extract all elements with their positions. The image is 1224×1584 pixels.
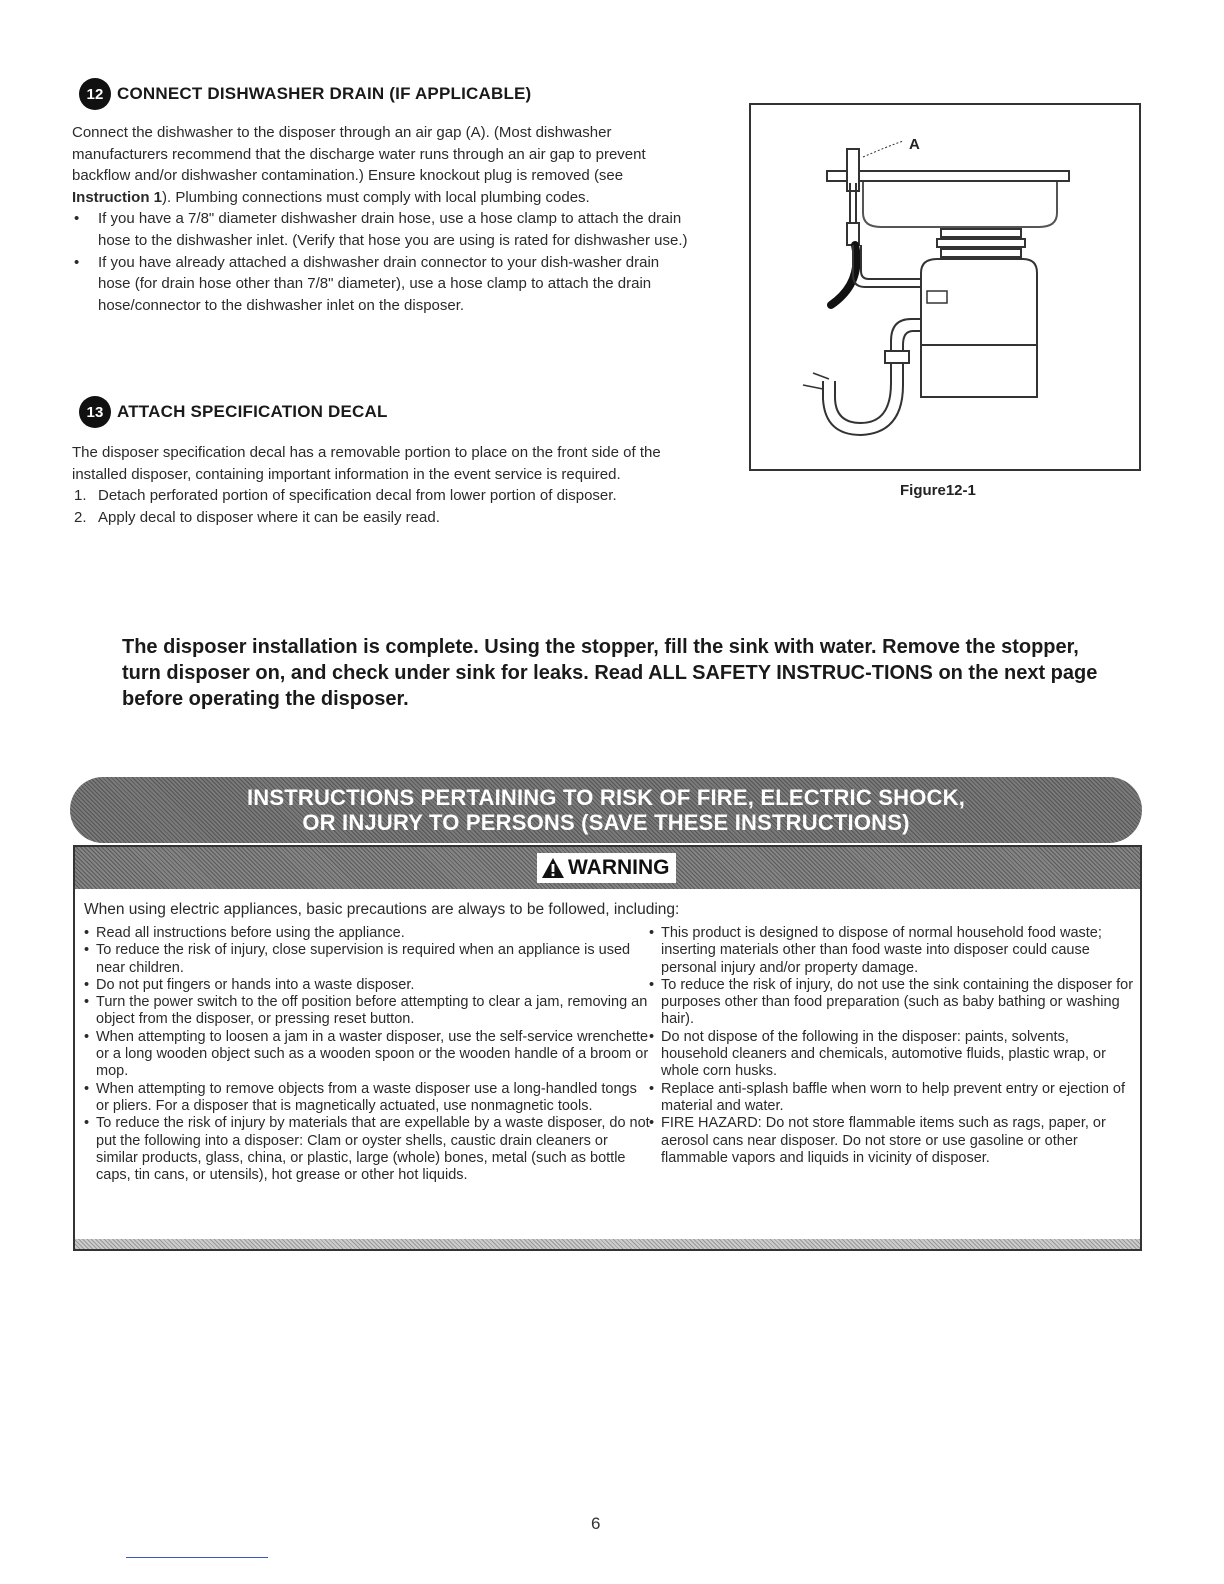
warning-left-column	[82, 925, 652, 1184]
completion-notice: The disposer installation is complete. Using the stopper, fill the sink with water. Remove the stopper, turn disposer on, and check under sink for leaks. Read ALL SAFETY INSTRUC-TIONS on the next page before operating the disposer.	[122, 636, 1098, 710]
step-12-body	[72, 122, 692, 316]
warning-label: WARNING	[537, 853, 676, 883]
step-13-paragraph: The disposer specification decal has a removable portion to place on the front side of the installed disposer, containing important information in the event service is required.	[72, 444, 661, 483]
list-item: • Do not dispose of the following in the disposer: paints, solvents, household cleaners and chemicals, automotive fluids, plastic wrap, or whole corn husks.	[647, 1029, 1135, 1081]
warning-right-column	[647, 925, 1135, 1167]
countertop	[827, 171, 1069, 181]
list-item: • FIRE HAZARD: Do not store flammable items such as rags, paper, or aerosol cans near disposer. Do not store or use gasoline or other flammable vapors and liquids in vicinity of disposer.	[647, 1115, 1135, 1167]
step-number-badge: 13	[79, 396, 111, 428]
disposer-diagram	[751, 105, 1139, 469]
p-trap	[823, 363, 903, 435]
safety-instructions-banner	[70, 777, 1142, 843]
warning-box	[73, 845, 1142, 1251]
figure-12-1-frame	[749, 103, 1141, 471]
footer-rule	[126, 1557, 268, 1558]
list-item: • When attempting to loosen a jam in a waster disposer, use the self-service wrenchette or a long wooden object such as a wooden spoon or the wooden handle of a broom or mop.	[82, 1029, 652, 1081]
page-number: 6	[591, 1514, 601, 1533]
disposer-body	[921, 259, 1037, 397]
step-12-heading	[79, 78, 531, 110]
list-item: • Turn the power switch to the off position before attempting to clear a jam, removing an object from the disposer, or pressing reset button.	[82, 994, 652, 1029]
warning-left-list	[82, 925, 652, 1184]
list-item: • If you have a 7/8" diameter dishwasher drain hose, use a hose clamp to attach the drain hose to the dishwasher inlet. (Verify that hose you are using is rated for dishwasher use.)	[72, 208, 692, 251]
step-13-body	[72, 442, 692, 528]
step-12-title: CONNECT DISHWASHER DRAIN (IF APPLICABLE)	[117, 84, 532, 103]
step-12-paragraph: Connect the dishwasher to the disposer through an air gap (A). (Most dishwasher manufacturers recommend that the discharge water runs through an air gap to prevent backflow and/or dishwasher contamination.) Ensure knockout plug is removed (see Instruction 1). Plumbing connections must comply with local plumbing codes.	[72, 124, 646, 206]
figure-caption: Figure12-1	[900, 482, 976, 499]
list-item: 1. Detach perforated portion of specification decal from lower portion of disposer.	[74, 487, 617, 505]
sink-bowl	[863, 177, 1057, 227]
list-item: • When attempting to remove objects from a waste disposer use a long-handled tongs or pliers. For a disposer that is magnetically actuated, use nonmagnetic tools.	[82, 1081, 652, 1116]
list-item: • Read all instructions before using the appliance.	[82, 925, 652, 942]
list-item: • Replace anti-splash baffle when worn to help prevent entry or ejection of material and water.	[647, 1081, 1135, 1116]
warning-footer-band	[75, 1239, 1140, 1249]
list-item: • To reduce the risk of injury by materials that are expellable by a waste disposer, do not put the following into a disposer: Clam or oyster shells, caustic drain cleaners or similar products, glass, china, or plastic, large (whole) bones, metal (such as bottle caps, tin cans, or utensils), hot grease or other hot liquids.	[82, 1115, 652, 1184]
air-gap	[847, 149, 859, 191]
label-a: A	[909, 136, 920, 153]
list-item: 2. Apply decal to disposer where it can be easily read.	[74, 508, 440, 526]
mounting-ring	[941, 229, 1021, 237]
banner-line-1: INSTRUCTIONS PERTAINING TO RISK OF FIRE, ELECTRIC SHOCK,	[246, 785, 966, 810]
warning-intro: When using electric appliances, basic precautions are always to be followed, including:	[84, 901, 680, 918]
step-12-bullet-list	[72, 208, 692, 316]
step-13-title: ATTACH SPECIFICATION DECAL	[117, 402, 388, 421]
list-item: • To reduce the risk of injury, do not use the sink containing the disposer for purposes other than food preparation (such as baby bathing or washing hair).	[647, 977, 1135, 1029]
list-item: • This product is designed to dispose of normal household food waste; inserting materials other than food waste into disposer could cause personal injury and/or property damage.	[647, 925, 1135, 977]
step-13-heading	[79, 396, 388, 428]
list-item: • Do not put fingers or hands into a waste disposer.	[82, 977, 652, 994]
list-item: • To reduce the risk of injury, close supervision is required when an appliance is used near children.	[82, 942, 652, 977]
warning-triangle-icon	[541, 857, 565, 879]
step-number-badge: 12	[79, 78, 111, 110]
dishwasher-inlet-tube	[853, 245, 921, 287]
list-item: • If you have already attached a dishwasher drain connector to your dish-washer drain hose (for drain hose other than 7/8" diameter), use a hose clamp to attach the drain hose/connector to the dishwasher inlet on the disposer.	[72, 252, 692, 317]
step-13-numbered-list	[72, 485, 692, 528]
banner-line-2: OR INJURY TO PERSONS (SAVE THESE INSTRUCTIONS)	[302, 810, 910, 835]
warning-right-list	[647, 925, 1135, 1167]
